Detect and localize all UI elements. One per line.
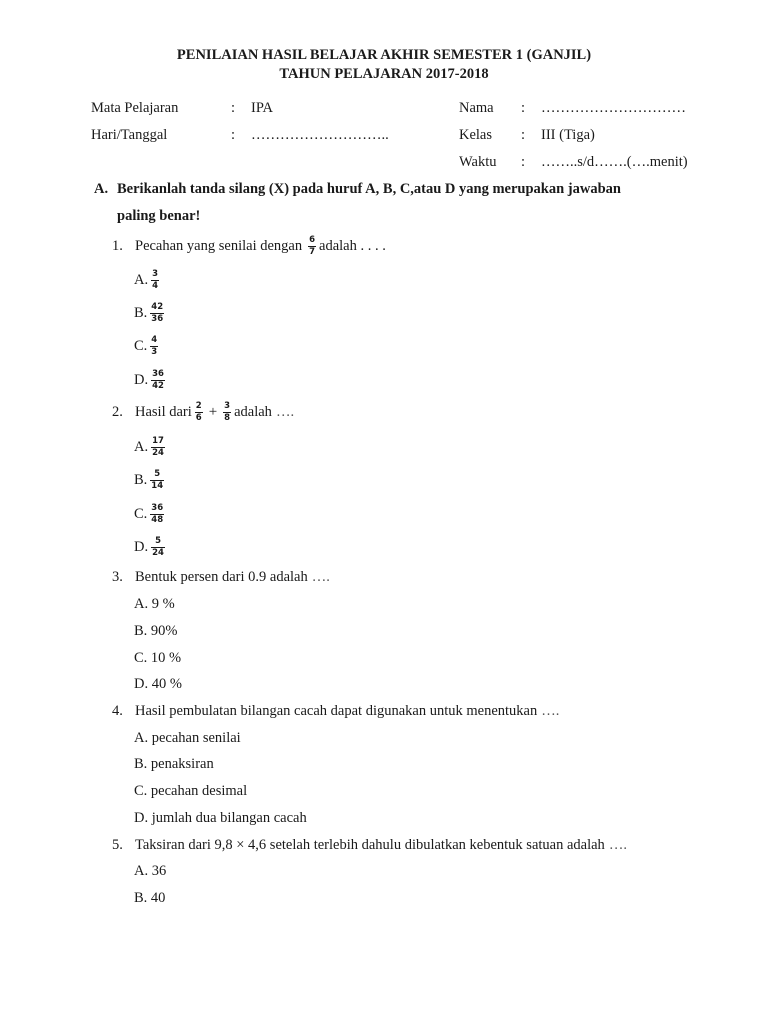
question-5 [0, 837, 768, 857]
question-1 [0, 236, 768, 260]
option-1c[interactable]: C. $\frac{4}{3}$ [134, 335, 158, 357]
nama-value: ………………………… [541, 100, 686, 116]
question-number: 3. [112, 569, 123, 585]
question-4 [0, 703, 768, 723]
option-2c[interactable]: C. $\frac{36}{48}$ [134, 503, 164, 525]
exam-title-line1: PENILAIAN HASIL BELAJAR AKHIR SEMESTER 1 (GANJIL) [176, 47, 592, 63]
nama-colon: : [521, 100, 526, 116]
section-label: A. [94, 181, 109, 197]
question-number: 4. [112, 703, 123, 719]
exam-title-line2: TAHUN PELAJARAN 2017-2018 [279, 66, 489, 82]
question-text-after: adalah . . . . [319, 238, 386, 254]
option-5a[interactable]: A. 36 [134, 863, 167, 879]
option-3a[interactable]: A. 9 % [134, 596, 175, 612]
option-3c[interactable]: C. 10 % [134, 650, 182, 666]
question-text: Pecahan yang senilai dengan [135, 238, 303, 254]
option-4c[interactable]: C. pecahan desimal [134, 783, 248, 799]
option-2b[interactable]: B. $\frac{5}{14}$ [134, 469, 164, 491]
kelas-label: Kelas [459, 127, 493, 143]
question-number: 5. [112, 837, 123, 853]
mapel-colon: : [231, 100, 236, 116]
ellipsis: …. [311, 569, 330, 585]
waktu-colon: : [521, 154, 526, 170]
plus-operator: + [208, 404, 218, 420]
nama-label: Nama [459, 100, 494, 116]
question-text-after: adalah [234, 404, 272, 420]
waktu-label: Waktu [459, 154, 497, 170]
question-text: Hasil dari [135, 404, 192, 420]
mapel-value: IPA [251, 100, 274, 116]
ellipsis: …. [275, 404, 295, 420]
option-4a[interactable]: A. pecahan senilai [134, 730, 241, 746]
hari-colon: : [231, 127, 236, 143]
ellipsis: …. [608, 837, 627, 853]
mapel-label: Mata Pelajaran [91, 100, 179, 116]
question-number: 2. [112, 404, 123, 420]
hari-value: ……………………….. [251, 127, 389, 143]
section-instruction-line2: paling benar! [117, 208, 201, 224]
option-3b[interactable]: B. 90% [134, 623, 178, 639]
kelas-colon: : [521, 127, 526, 143]
option-4b[interactable]: B. penaksiran [134, 756, 214, 772]
option-3d[interactable]: D. 40 % [134, 676, 182, 692]
option-2a[interactable]: A. $\frac{17}{24}$ [134, 436, 164, 458]
fraction: $\frac{3}{8}$ [224, 401, 231, 423]
kelas-value: III (Tiga) [541, 127, 595, 143]
waktu-value: ……..s/d…….(….menit) [541, 154, 688, 170]
option-1b[interactable]: B. $\frac{42}{36}$ [134, 302, 164, 324]
question-2 [0, 402, 768, 426]
ellipsis: …. [541, 703, 560, 719]
hari-label: Hari/Tanggal [91, 127, 168, 143]
option-1d[interactable]: D. $\frac{36}{42}$ [134, 369, 164, 391]
question-text: Taksiran dari 9,8 × 4,6 setelah terlebih dahulu dibulatkan kebentuk satuan adalah [135, 837, 605, 853]
question-3 [0, 569, 768, 589]
option-2d[interactable]: D. $\frac{5}{24}$ [134, 536, 164, 558]
option-1a[interactable]: A. $\frac{3}{4}$ [134, 269, 159, 291]
question-text: Bentuk persen dari 0.9 adalah [135, 569, 308, 585]
option-4d[interactable]: D. jumlah dua bilangan cacah [134, 810, 307, 826]
fraction: $\frac{2}{6}$ [195, 401, 202, 423]
section-instruction-line1: Berikanlah tanda silang (X) pada huruf A, B, C,atau D yang merupakan jawaban [117, 181, 621, 197]
fraction: $\frac{6}{7}$ [309, 235, 316, 257]
question-number: 1. [112, 238, 123, 254]
question-text: Hasil pembulatan bilangan cacah dapat digunakan untuk menentukan [135, 703, 538, 719]
option-5b[interactable]: B. 40 [134, 890, 166, 906]
